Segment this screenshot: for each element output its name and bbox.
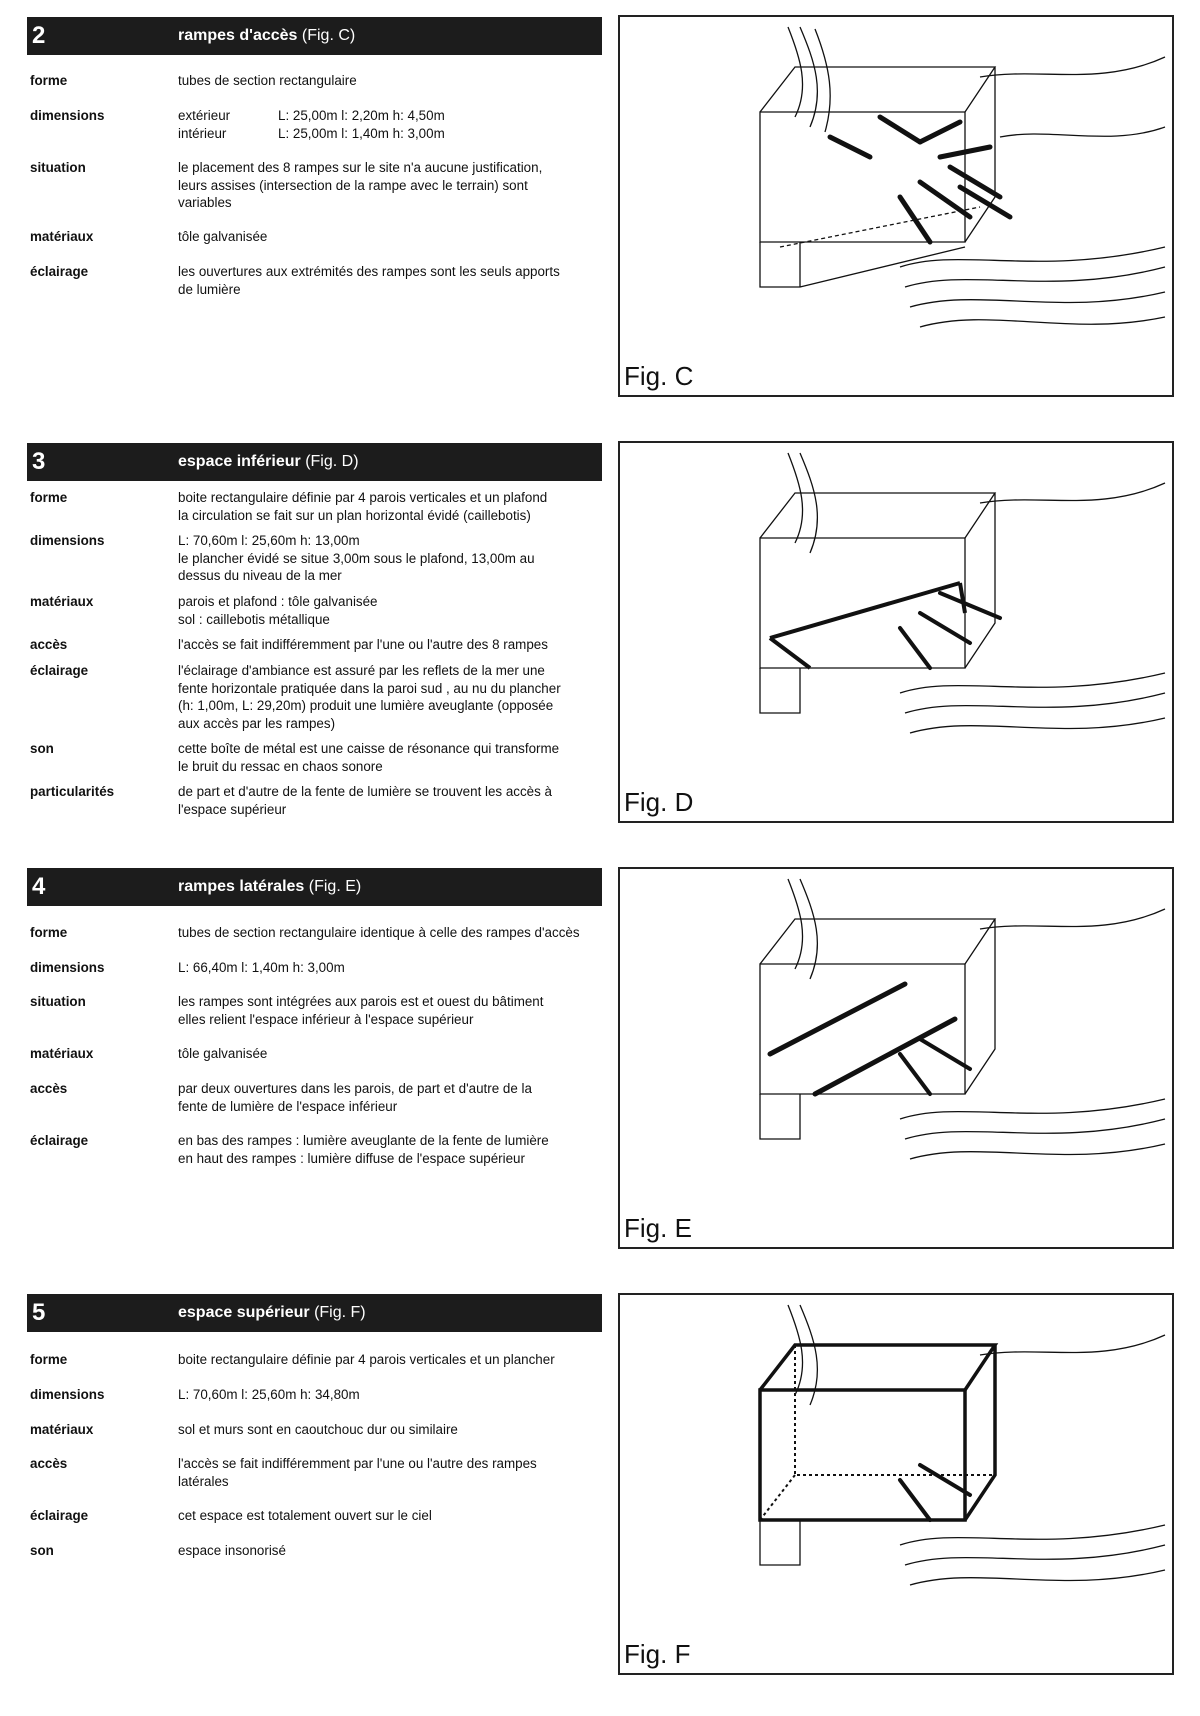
- spec-line: fente horizontale pratiquée dans la paroi sud , au nu du plancher: [178, 680, 561, 696]
- spec-line: L: 70,60m l: 25,60m h: 13,00m: [178, 533, 360, 548]
- spec-row: [27, 1351, 602, 1369]
- spec-row: [27, 636, 602, 654]
- spec-value: [178, 1132, 602, 1167]
- spec-row: [27, 1386, 602, 1404]
- spec-line: les ouvertures aux extrémités des rampes sont les seuls apports: [178, 264, 560, 279]
- spec-label: matériaux: [30, 1046, 94, 1061]
- spec-line: variables: [178, 195, 232, 210]
- spec-line: le bruit du ressac en chaos sonore: [178, 758, 383, 774]
- spec-row: [27, 993, 602, 1028]
- spec-label: situation: [30, 160, 86, 175]
- spec-label: son: [30, 741, 54, 756]
- shoreline-contours: [900, 483, 1165, 733]
- spec-label: dimensions: [30, 1387, 105, 1402]
- access-ramps: [900, 1039, 970, 1094]
- spec-line: parois et plafond : tôle galvanisée: [178, 594, 378, 609]
- terrain-contour-lines: [788, 27, 830, 132]
- spec-value: [178, 662, 602, 732]
- section-title-main: rampes d'accès: [178, 27, 298, 44]
- spec-line: [178, 107, 602, 125]
- spec-row: [27, 532, 602, 585]
- spec-label: accès: [30, 637, 68, 652]
- box-base: [760, 668, 800, 713]
- spec-row: [27, 593, 602, 628]
- spec-label: son: [30, 1543, 54, 1558]
- spec-label: forme: [30, 490, 68, 505]
- section-header: [27, 1294, 602, 1332]
- spec-value: [178, 636, 602, 654]
- spec-row: [27, 1507, 602, 1525]
- spec-label: dimensions: [30, 960, 105, 975]
- section-number: 4: [32, 873, 46, 900]
- hidden-edge: [780, 207, 980, 247]
- spec-value: [178, 1080, 602, 1115]
- spec-label: accès: [30, 1081, 68, 1096]
- spec-row: [27, 1421, 602, 1439]
- dim-value: L: 25,00m l: 2,20m h: 4,50m: [278, 108, 445, 123]
- spec-row: [27, 959, 602, 977]
- spec-label: forme: [30, 73, 68, 88]
- section-number: 2: [32, 22, 46, 49]
- spec-label: dimensions: [30, 108, 105, 123]
- spec-value: [178, 924, 602, 942]
- figure-c: [618, 15, 1174, 397]
- spec-value: [178, 72, 602, 90]
- hidden-edges: [760, 1345, 995, 1520]
- spec-label: forme: [30, 1352, 68, 1367]
- spec-row: [27, 489, 602, 524]
- box-front-face: [760, 112, 965, 242]
- spec-row: [27, 662, 602, 732]
- spec-line: tôle galvanisée: [178, 1046, 268, 1061]
- spec-line: l'éclairage d'ambiance est assuré par les reflets de la mer une: [178, 663, 545, 678]
- spec-line: sol : caillebotis métallique: [178, 611, 330, 627]
- box-front-face: [760, 538, 965, 668]
- spec-line: leurs assises (intersection de la rampe avec le terrain) sont: [178, 177, 528, 193]
- spec-row: [27, 1455, 602, 1490]
- spec-line: tubes de section rectangulaire: [178, 73, 357, 88]
- section-title-main: espace inférieur: [178, 453, 301, 470]
- spec-line: tubes de section rectangulaire identique à celle des rampes d'accès: [178, 925, 580, 940]
- spec-value: [178, 1542, 602, 1560]
- spec-line: l'accès se fait indifféremment par l'une ou l'autre des rampes: [178, 1456, 537, 1471]
- figure-f: [618, 1293, 1174, 1675]
- box-base: [760, 1094, 800, 1139]
- spec-line: elles relient l'espace inférieur à l'espace supérieur: [178, 1011, 474, 1027]
- spec-value: [178, 1045, 602, 1063]
- spec-row: [27, 1132, 602, 1167]
- access-ramps: [900, 1465, 970, 1520]
- spec-row: [27, 72, 602, 90]
- spec-value: [178, 1421, 602, 1439]
- section-title-ref: (Fig. E): [308, 878, 362, 895]
- spec-line: aux accès par les rampes): [178, 715, 336, 731]
- section-title-main: rampes latérales: [178, 878, 305, 895]
- dim-key: intérieur: [178, 125, 227, 141]
- spec-line: (h: 1,00m, L: 29,20m) produit une lumière aveuglante (opposée: [178, 698, 554, 713]
- spec-line: [178, 125, 602, 143]
- spec-row: [27, 107, 602, 142]
- spec-line: de lumière: [178, 281, 241, 297]
- dim-key: extérieur: [178, 108, 231, 123]
- spec-line: cette boîte de métal est une caisse de résonance qui transforme: [178, 741, 560, 756]
- figure-label: Fig. F: [624, 1639, 691, 1669]
- section-number: 5: [32, 1299, 46, 1326]
- figure-d: [618, 441, 1174, 823]
- spec-line: latérales: [178, 1473, 229, 1489]
- axonometric-drawing: [620, 1295, 1172, 1673]
- figure-label: Fig. E: [624, 1213, 692, 1243]
- spec-value: [178, 107, 602, 142]
- figure-label: Fig. D: [624, 787, 694, 817]
- spec-row: [27, 1045, 602, 1063]
- spec-row: [27, 783, 602, 818]
- spec-value: [178, 489, 602, 524]
- spec-row: [27, 263, 602, 298]
- lower-walkway: [770, 583, 965, 668]
- spec-label: éclairage: [30, 1133, 89, 1148]
- spec-label: éclairage: [30, 663, 89, 678]
- section-header: [27, 443, 602, 481]
- spec-value: [178, 783, 602, 818]
- spec-line: de part et d'autre de la fente de lumière se trouvent les accès à: [178, 784, 552, 799]
- section-header: [27, 17, 602, 55]
- axonometric-drawing: [620, 869, 1172, 1247]
- spec-line: la circulation se fait sur un plan horizontal évidé (caillebotis): [178, 507, 531, 523]
- spec-line: dessus du niveau de la mer: [178, 568, 342, 583]
- spec-line: les rampes sont intégrées aux parois est et ouest du bâtiment: [178, 994, 544, 1009]
- section-header: [27, 868, 602, 906]
- spec-label: matériaux: [30, 594, 94, 609]
- spec-label: matériaux: [30, 229, 94, 244]
- spec-line: le placement des 8 rampes sur le site n'a aucune justification,: [178, 160, 543, 175]
- spec-value: [178, 959, 602, 977]
- axonometric-drawing: [620, 443, 1172, 821]
- spec-label: situation: [30, 994, 86, 1009]
- spec-label: particularités: [30, 784, 115, 799]
- spec-row: [27, 1080, 602, 1115]
- spec-row: [27, 159, 602, 212]
- section-title-ref: (Fig. F): [314, 1304, 366, 1321]
- spec-value: [178, 263, 602, 298]
- section-title-ref: (Fig. D): [305, 453, 359, 470]
- spec-value: [178, 1351, 602, 1369]
- spec-line: espace insonorisé: [178, 1543, 286, 1558]
- shoreline-contours: [900, 57, 1165, 327]
- section-title: [178, 17, 355, 55]
- section-title: [178, 868, 361, 906]
- spec-line: en haut des rampes : lumière diffuse de l'espace supérieur: [178, 1150, 525, 1166]
- dim-value: L: 25,00m l: 1,40m h: 3,00m: [278, 125, 445, 141]
- spec-value: [178, 740, 602, 775]
- section-title-main: espace supérieur: [178, 1304, 310, 1321]
- spec-line: L: 66,40m l: 1,40m h: 3,00m: [178, 960, 345, 975]
- section-number: 3: [32, 448, 46, 475]
- spec-line: boite rectangulaire définie par 4 parois verticales et un plafond: [178, 490, 548, 505]
- spec-label: forme: [30, 925, 68, 940]
- section-title: [178, 443, 359, 481]
- spec-row: [27, 228, 602, 246]
- spec-line: L: 70,60m l: 25,60m h: 34,80m: [178, 1387, 360, 1402]
- axonometric-drawing: [620, 17, 1172, 395]
- spec-row: [27, 740, 602, 775]
- spec-line: cet espace est totalement ouvert sur le ciel: [178, 1508, 432, 1523]
- spec-line: par deux ouvertures dans les parois, de part et d'autre de la: [178, 1081, 532, 1096]
- figure-e: [618, 867, 1174, 1249]
- shoreline-contours: [900, 1335, 1165, 1585]
- spec-value: [178, 593, 602, 628]
- spec-line: tôle galvanisée: [178, 229, 268, 244]
- section-title-ref: (Fig. C): [301, 27, 356, 44]
- box-base: [760, 242, 965, 287]
- access-ramps: [830, 117, 1010, 242]
- spec-value: [178, 532, 602, 585]
- spec-value: [178, 1507, 602, 1525]
- spec-value: [178, 159, 602, 212]
- spec-line: l'accès se fait indifféremment par l'une ou l'autre des 8 rampes: [178, 637, 548, 652]
- box-base: [760, 1520, 800, 1565]
- spec-line: boite rectangulaire définie par 4 parois verticales et un plancher: [178, 1352, 555, 1367]
- spec-line: l'espace supérieur: [178, 801, 287, 817]
- spec-label: accès: [30, 1456, 68, 1471]
- access-ramps: [900, 593, 1000, 668]
- spec-label: éclairage: [30, 264, 89, 279]
- spec-value: [178, 1386, 602, 1404]
- box-top-side: [760, 919, 995, 1094]
- spec-value: [178, 993, 602, 1028]
- spec-line: le plancher évidé se situe 3,00m sous le plafond, 13,00m au: [178, 550, 535, 566]
- spec-line: sol et murs sont en caoutchouc dur ou similaire: [178, 1422, 458, 1437]
- spec-label: matériaux: [30, 1422, 94, 1437]
- spec-value: [178, 228, 602, 246]
- lateral-ramps: [770, 984, 955, 1094]
- spec-line: fente de lumière de l'espace inférieur: [178, 1098, 398, 1114]
- box-top-side: [760, 493, 995, 668]
- spec-line: en bas des rampes : lumière aveuglante de la fente de lumière: [178, 1133, 549, 1148]
- spec-row: [27, 1542, 602, 1560]
- spec-label: dimensions: [30, 533, 105, 548]
- spec-row: [27, 924, 602, 942]
- spec-label: éclairage: [30, 1508, 89, 1523]
- spec-value: [178, 1455, 602, 1490]
- section-title: [178, 1294, 366, 1332]
- shoreline-contours: [900, 909, 1165, 1159]
- figure-label: Fig. C: [624, 361, 694, 391]
